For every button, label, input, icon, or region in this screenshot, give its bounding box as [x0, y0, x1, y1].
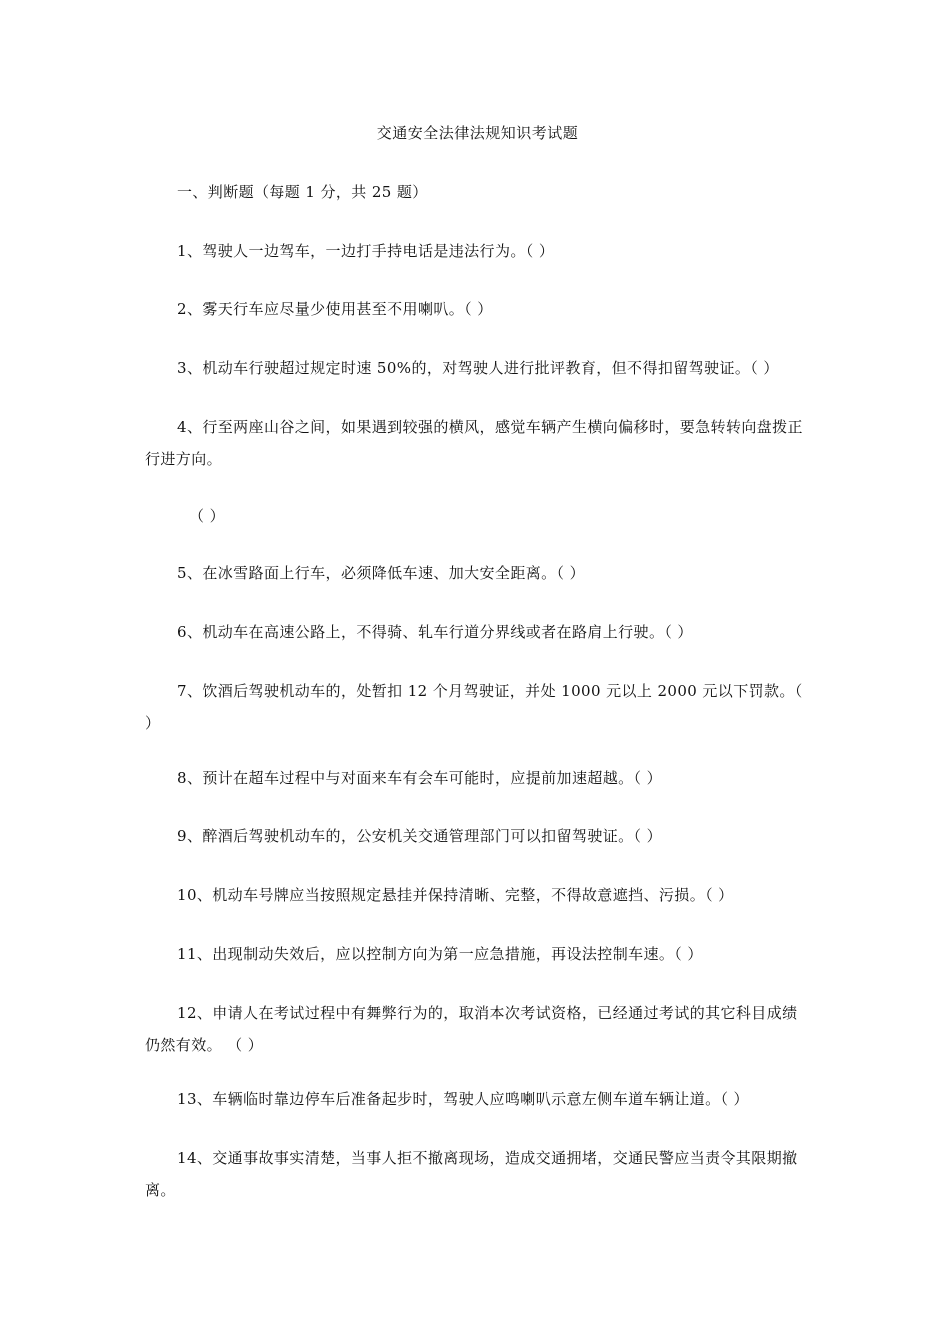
question-4: 4、行至两座山谷之间，如果遇到较强的横风，感觉车辆产生横向偏移时，要急转转向盘拨正行进方向。	[145, 418, 803, 468]
exam-page	[145, 0, 810, 1344]
question-4-answer-blank: （ ）	[189, 507, 225, 525]
question-3: 3、机动车行驶超过规定时速 50%的，对驾驶人进行批评教育，但不得扣留驾驶证。（ ）	[177, 359, 779, 377]
question-13: 13、车辆临时靠边停车后准备起步时，驾驶人应鸣喇叭示意左侧车道车辆让道。（ ）	[177, 1090, 749, 1108]
question-11: 11、出现制动失效后，应以控制方向为第一应急措施，再设法控制车速。（ ）	[177, 945, 703, 963]
question-2: 2、雾天行车应尽量少使用甚至不用喇叭。（ ）	[177, 300, 493, 318]
question-14: 14、交通事故事实清楚，当事人拒不撤离现场，造成交通拥堵，交通民警应当责令其限期撤离。	[145, 1149, 798, 1199]
question-6: 6、机动车在高速公路上，不得骑、轧车行道分界线或者在路肩上行驶。（ ）	[177, 623, 693, 641]
section-heading: 一、判断题（每题 1 分，共 25 题）	[177, 183, 428, 201]
question-7: 7、饮酒后驾驶机动车的，处暂扣 12 个月驾驶证，并处 1000 元以上 2000 元以下罚款。（ ）	[145, 682, 803, 732]
question-12: 12、申请人在考试过程中有舞弊行为的，取消本次考试资格，已经通过考试的其它科目成绩仍然有效。 （ ）	[145, 1004, 798, 1054]
question-1: 1、驾驶人一边驾车，一边打手持电话是违法行为。（ ）	[177, 242, 555, 260]
page-title: 交通安全法律法规知识考试题	[376, 124, 579, 142]
question-9: 9、醉酒后驾驶机动车的，公安机关交通管理部门可以扣留驾驶证。（ ）	[177, 827, 663, 845]
question-5: 5、在冰雪路面上行车，必须降低车速、加大安全距离。（ ）	[177, 564, 586, 582]
question-8: 8、预计在超车过程中与对面来车有会车可能时，应提前加速超越。（ ）	[177, 769, 663, 787]
question-10: 10、机动车号牌应当按照规定悬挂并保持清晰、完整，不得故意遮挡、污损。（ ）	[177, 886, 734, 904]
